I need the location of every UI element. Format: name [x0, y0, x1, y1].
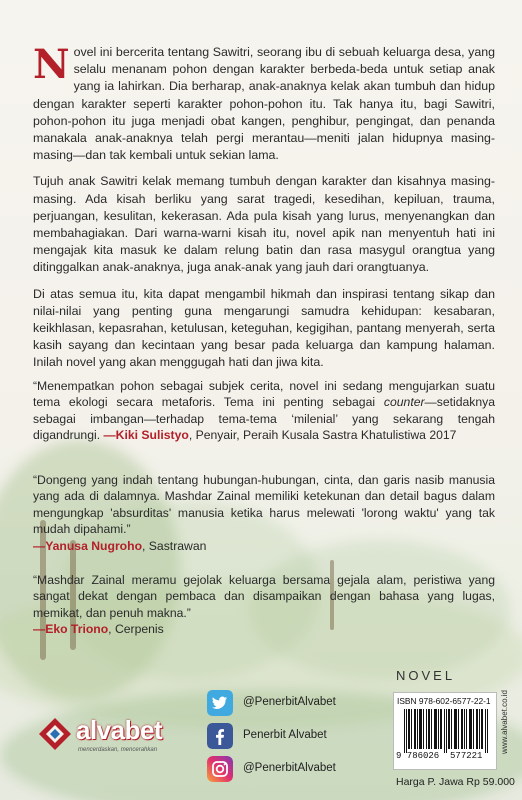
instagram-handle: @PenerbitAlvabet: [243, 762, 336, 774]
publisher-logo: [38, 713, 178, 763]
publisher-website[interactable]: www.alvabet.co.id: [500, 690, 509, 755]
instagram-icon: [207, 756, 233, 782]
facebook-icon: [207, 723, 233, 749]
testimonial-2: “Dongeng yang indah tentang hubungan-hubungan, cinta, dan garis nasib manusia yang ada di dalamnya. Mashdar Zainal memiliki ketekunan dan detail bagus dalam mengungkap 'absurditas' manusia ketika harus melewati 'lorong waktu' yang tak mudah dipahami.” —Yanusa Nugroho, Sastrawan: [33, 473, 495, 553]
facebook-page: Penerbit Alvabet: [243, 729, 327, 741]
publisher-tagline: mencerdaskan, mencerahkan: [78, 747, 158, 753]
genre-label: NOVEL: [396, 668, 456, 683]
barcode-icon: [404, 709, 488, 753]
isbn-barcode-box: [393, 692, 497, 770]
drop-cap: N: [33, 41, 70, 88]
synopsis: [33, 41, 495, 372]
publisher-name: alvabet: [76, 715, 163, 745]
testimonial-author: —Eko Triono: [33, 622, 109, 637]
barcode-digits: 9 786026 577221: [396, 751, 483, 761]
price-label: Harga P. Jawa Rp 59.000: [396, 776, 515, 788]
testimonial-1: “Menempatkan pohon sebagai subjek cerita, novel ini sedang mengujarkan suatu tema ekologi secara metaforis. Tema ini penting sebagai counter—setidaknya sebagai imbangan—terhadap tema-tema ‘milenial’ yang sekarang tengah digandrungi. —Kiki Sulistyo, Penyair, Peraih Kusala Sastra Khatulistiwa 2017: [33, 379, 495, 443]
synopsis-paragraph-2: Tujuh anak Sawitri kelak memang tumbuh dengan karakter dan kisahnya masing-masing. Ada kisah berliku yang sarat tragedi, kesedihan, kepiluan, trauma, perjuangan, kesulitan, kekerasan. Ada pula kisah yang lurus, menyenangkan dan membahagiakan. Dari warna-warni kisah itu, novel apik nan menyentuh hati ini mengajak kita masuk ke dalam relung batin dan rasa masygul orangtua yang ditinggalkan anak-anaknya, juga anak-anak yang jauh dari orangtuanya.: [33, 174, 495, 275]
twitter-handle: @PenerbitAlvabet: [243, 696, 336, 708]
isbn-number: ISBN 978-602-6577-22-1: [397, 696, 491, 706]
testimonial-3: “Mashdar Zainal meramu gejolak keluarga bersama gejala alam, peristiwa yang sangat dekat dengan pembaca dan disampaikan dengan bahasa yang lugas, memikat, dan penuh makna.” —Eko Triono, Cerpenis: [33, 573, 495, 637]
alvabet-logo-icon: [38, 717, 72, 751]
testimonial-author: —Kiki Sulistyo: [103, 428, 189, 443]
synopsis-paragraph-1: Novel ini bercerita tentang Sawitri, seorang ibu di sebuah keluarga desa, yang selalu menanam pohon dengan karakter berbeda-beda untuk setiap anak yang ia lahirkan. Dia berharap, anak-anaknya kelak akan tumbuh dan hidup dengan karakter seperti karakter pohon-pohon itu. Tak hanya itu, bagi Sawitri, pohon-pohon itu juga menjadi obat kangen, penghibur, pengingat, dan penanda manakala anak-anaknya telah pergi merantau—meniti jalan hidupnya masing-masing—dan tak kembali untuk sekian lama.: [33, 41, 495, 163]
testimonial-author: —Yanusa Nugroho: [33, 538, 143, 553]
twitter-icon: [207, 690, 233, 716]
synopsis-paragraph-3: Di atas semua itu, kita dapat mengambil hikmah dan inspirasi tentang sikap dan nilai-nilai yang penting guna mengarungi samudra kehidupan: kesabaran, keikhlasan, kepasrahan, ketulusan, keteguhan, kegigihan, pantang menyerah, serta kasih sayang dan kecintaan yang besar pada keluarga dan kampung halaman. Inilah novel yang akan menggugah hati dan jiwa kita.: [33, 286, 495, 370]
